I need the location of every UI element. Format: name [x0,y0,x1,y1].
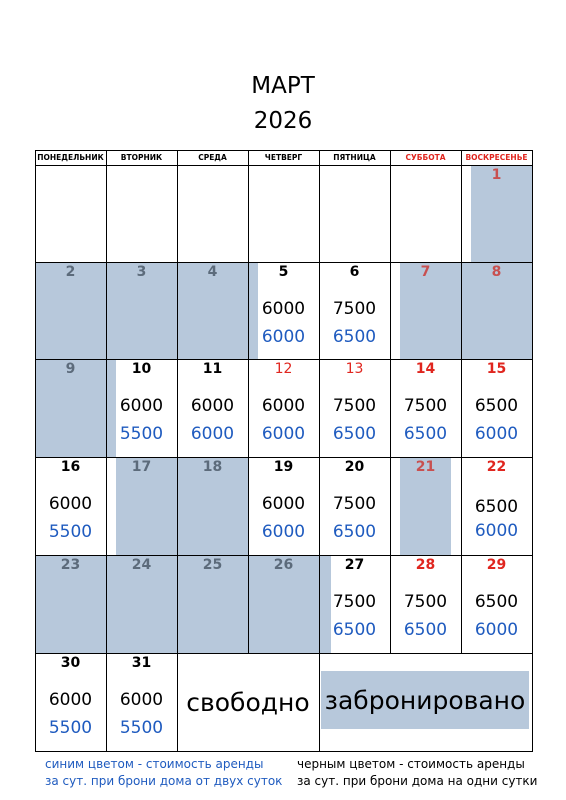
grid-line-v [319,150,320,751]
day-number: 10 [131,361,152,377]
day-cell[interactable] [106,262,177,359]
price-two-nights: 6000 [474,424,519,444]
price-two-nights: 6000 [261,522,306,542]
day-number: 12 [274,361,293,377]
price-two-nights: 6500 [332,620,377,640]
note-black [297,756,537,790]
day-number: 22 [486,459,507,475]
price-one-night: 7500 [403,396,448,416]
day-cell[interactable] [248,359,319,457]
day-number: 21 [415,459,436,475]
legend-free-label: свободно [186,688,310,717]
day-cell[interactable] [35,262,106,359]
day-cell[interactable] [461,457,532,555]
grid-line-h [35,555,533,556]
price-one-night: 6000 [48,690,93,710]
price-two-nights: 6500 [403,424,448,444]
note-blue-line-1: синим цветом - стоимость аренды [45,757,264,771]
weekday-header: ВОСКРЕСЕНЬЕ [465,153,528,162]
day-number: 13 [345,361,364,377]
grid-line-h [35,359,533,360]
price-one-night: 6000 [119,396,164,416]
day-number: 27 [344,557,365,573]
day-number: 25 [202,557,223,573]
day-number: 19 [273,459,294,475]
day-cell[interactable] [390,555,461,653]
grid-line-h [35,751,533,752]
day-number: 4 [207,264,218,280]
day-number: 11 [202,361,223,377]
day-number: 26 [273,557,294,573]
day-number: 3 [136,264,147,280]
day-cell[interactable] [106,653,177,751]
price-one-night: 6000 [48,494,93,514]
price-one-night: 6000 [261,494,306,514]
weekday-header: ПЯТНИЦА [333,153,376,162]
price-two-nights: 5500 [48,718,93,738]
grid-line-v [35,150,36,751]
day-cell[interactable] [177,555,248,653]
price-two-nights: 6500 [403,620,448,640]
day-number: 2 [65,264,76,280]
grid-line-v [461,150,462,653]
note-blue [45,756,282,790]
grid-line-h [35,653,533,654]
price-two-nights: 6000 [474,620,519,640]
day-number: 5 [278,264,289,280]
day-cell[interactable] [319,262,390,359]
price-two-nights: 6000 [190,424,235,444]
day-cell[interactable] [106,555,177,653]
day-cell[interactable] [461,555,532,653]
price-one-night: 7500 [332,592,377,612]
day-number: 24 [131,557,152,573]
day-number: 30 [60,655,81,671]
weekday-header: СРЕДА [198,153,227,162]
price-one-night: 6500 [474,396,519,416]
day-number: 8 [491,264,502,280]
price-one-night: 6500 [474,497,519,517]
day-cell[interactable] [35,457,106,555]
month-title: МАРТ [251,73,315,99]
price-one-night: 7500 [332,494,377,514]
day-cell[interactable] [400,262,461,359]
grid-line-v [532,150,533,751]
price-two-nights: 5500 [48,522,93,542]
day-cell[interactable] [116,457,177,555]
price-one-night: 6500 [474,592,519,612]
legend-free [177,655,319,750]
day-cell[interactable] [177,262,258,359]
price-two-nights: 6000 [261,327,306,347]
day-cell[interactable] [319,457,390,555]
price-one-night: 6000 [261,396,306,416]
day-cell[interactable] [471,165,532,262]
day-number: 9 [65,361,76,377]
weekday-header: СУББОТА [405,153,446,162]
day-number: 17 [131,459,152,475]
day-number: 29 [486,557,507,573]
grid-line-h [35,262,533,263]
grid-line-h [35,457,533,458]
day-number: 28 [415,557,436,573]
grid-line-h [35,165,533,166]
price-two-nights: 6500 [332,327,377,347]
grid-line-v [248,150,249,653]
day-number: 20 [344,459,365,475]
day-number: 16 [60,459,81,475]
price-one-night: 7500 [332,396,377,416]
day-cell[interactable] [461,359,532,457]
day-number: 7 [420,264,431,280]
day-number: 1 [491,167,502,183]
price-two-nights: 5500 [119,718,164,738]
year-title: 2026 [253,108,313,134]
note-black-line-2: за сут. при брони дома на одни сутки [297,774,538,788]
day-number: 15 [486,361,507,377]
legend-booked [321,671,529,729]
day-number: 6 [349,264,360,280]
price-one-night: 7500 [332,299,377,319]
day-cell[interactable] [400,457,451,555]
day-cell[interactable] [248,457,319,555]
price-two-nights: 6000 [261,424,306,444]
day-cell[interactable] [248,262,319,359]
weekday-header: ВТОРНИК [120,153,163,162]
price-two-nights: 6500 [332,522,377,542]
price-two-nights: 5500 [119,424,164,444]
price-one-night: 6000 [190,396,235,416]
price-two-nights: 6000 [474,521,519,541]
price-one-night: 7500 [403,592,448,612]
day-cell[interactable] [461,262,532,359]
day-number: 14 [415,361,436,377]
legend-booked-label: забронировано [324,685,526,715]
day-number: 23 [60,557,81,573]
day-cell[interactable] [35,653,106,751]
grid-line-v [390,150,391,653]
grid-line-v [106,150,107,751]
price-one-night: 6000 [261,299,306,319]
note-blue-line-2: за сут. при брони дома от двух суток [45,774,283,788]
day-cell[interactable] [35,359,116,457]
price-two-nights: 6500 [332,424,377,444]
note-black-line-1: черным цветом - стоимость аренды [297,757,525,771]
weekday-header: ПОНЕДЕЛЬНИК [37,153,104,162]
day-number: 18 [202,459,223,475]
day-cell[interactable] [35,555,106,653]
day-cell[interactable] [106,359,177,457]
day-cell[interactable] [177,359,248,457]
grid-line-h [35,150,533,151]
day-cell[interactable] [319,555,390,653]
day-number: 31 [131,655,152,671]
day-cell[interactable] [177,457,248,555]
day-cell[interactable] [319,359,390,457]
weekday-header: ЧЕТВЕРГ [264,153,303,162]
price-one-night: 6000 [119,690,164,710]
day-cell[interactable] [390,359,461,457]
